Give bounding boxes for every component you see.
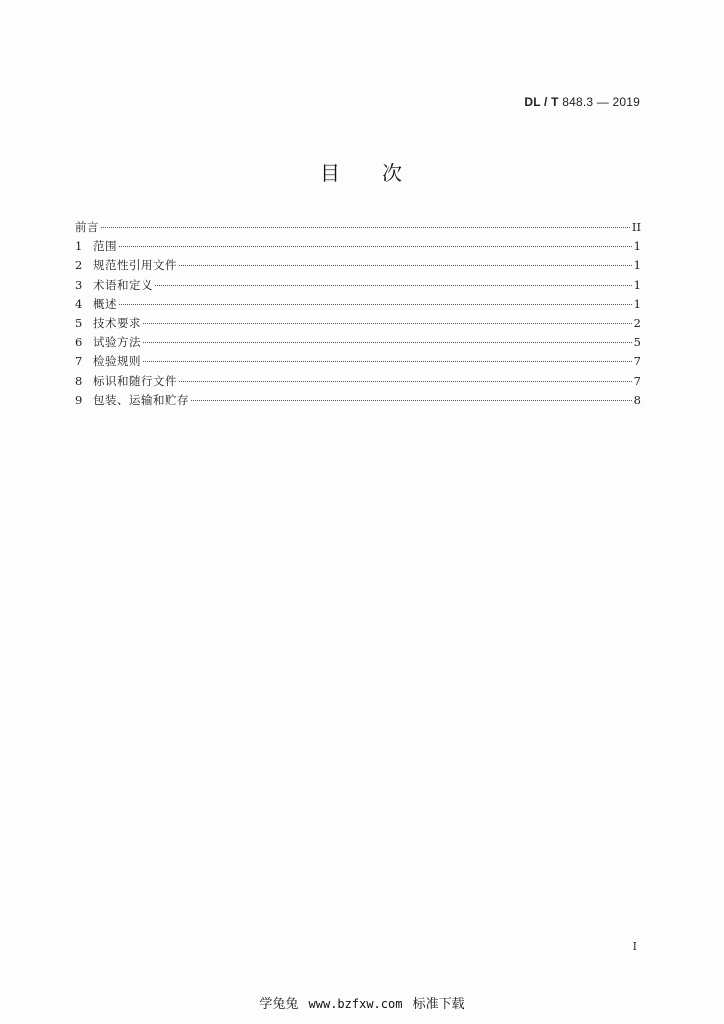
toc-entry-page: 1 (633, 239, 641, 254)
footer-watermark (0, 993, 724, 1012)
toc-entry-label: 试验方法 (93, 335, 141, 350)
footer-url-link[interactable]: www.bzfxw.com (308, 997, 403, 1011)
standard-number: 848.3 — 2019 (562, 95, 640, 109)
toc-entry-page: 2 (633, 315, 641, 330)
toc-entry-label: 术语和定义 (93, 277, 153, 292)
toc-entry-label: 范围 (93, 239, 117, 254)
toc-entry-page: 1 (633, 258, 641, 273)
toc-entry-number: 3 (75, 277, 83, 292)
toc-entry-page: 8 (633, 392, 641, 407)
toc-title (0, 157, 724, 186)
toc-entry-foreword[interactable] (75, 218, 641, 237)
toc-entry-number: 2 (75, 258, 83, 273)
toc-entry-label: 标识和随行文件 (93, 373, 177, 388)
toc-leader-dots (119, 237, 632, 247)
footer-site-name: 学兔兔 (259, 997, 299, 1012)
toc-entry-page: 5 (633, 335, 641, 350)
toc-entry-3[interactable] (75, 276, 641, 295)
toc-entry-number: 5 (75, 315, 83, 330)
toc-entry-4[interactable] (75, 295, 641, 314)
toc-entry-label: 前言 (75, 220, 99, 234)
standard-code (524, 95, 640, 109)
toc-leader-dots (191, 391, 632, 401)
toc-entry-number: 7 (75, 354, 83, 369)
toc-entry-8[interactable] (75, 372, 641, 391)
toc-entry-number: 8 (75, 373, 83, 388)
toc-entry-number: 9 (75, 392, 83, 407)
toc-entry-label: 技术要求 (93, 315, 141, 330)
toc-entry-label: 概述 (93, 296, 117, 311)
standard-prefix: DL / T (524, 95, 559, 109)
toc-entry-label: 检验规则 (93, 354, 141, 369)
toc-entry-number: 6 (75, 335, 83, 350)
toc-entry-7[interactable] (75, 352, 641, 371)
page-number: I (632, 940, 637, 953)
toc-entry-page: 7 (633, 354, 641, 369)
toc-title-left: 目 (320, 161, 342, 185)
toc-entry-1[interactable] (75, 237, 641, 256)
toc-title-right: 次 (382, 161, 404, 185)
toc-entry-page: 1 (633, 296, 641, 311)
toc-entry-page: 1 (633, 277, 641, 292)
toc-leader-dots (155, 276, 632, 286)
toc-entry-label: 包装、运输和贮存 (93, 392, 189, 407)
toc-leader-dots (101, 218, 630, 228)
toc-leader-dots (179, 372, 632, 382)
toc-entry-2[interactable] (75, 256, 641, 275)
toc-entry-9[interactable] (75, 391, 641, 410)
table-of-contents (75, 218, 641, 410)
toc-leader-dots (119, 295, 632, 305)
toc-entry-number: 4 (75, 296, 83, 311)
footer-caption: 标准下载 (412, 997, 465, 1012)
toc-entry-page: II (631, 220, 641, 234)
toc-leader-dots (143, 333, 632, 343)
toc-entry-page: 7 (633, 373, 641, 388)
toc-entry-label: 规范性引用文件 (93, 258, 177, 273)
toc-leader-dots (179, 256, 632, 266)
toc-leader-dots (143, 314, 632, 324)
toc-entry-6[interactable] (75, 333, 641, 352)
toc-entry-number: 1 (75, 239, 83, 254)
toc-entry-5[interactable] (75, 314, 641, 333)
toc-leader-dots (143, 352, 632, 362)
